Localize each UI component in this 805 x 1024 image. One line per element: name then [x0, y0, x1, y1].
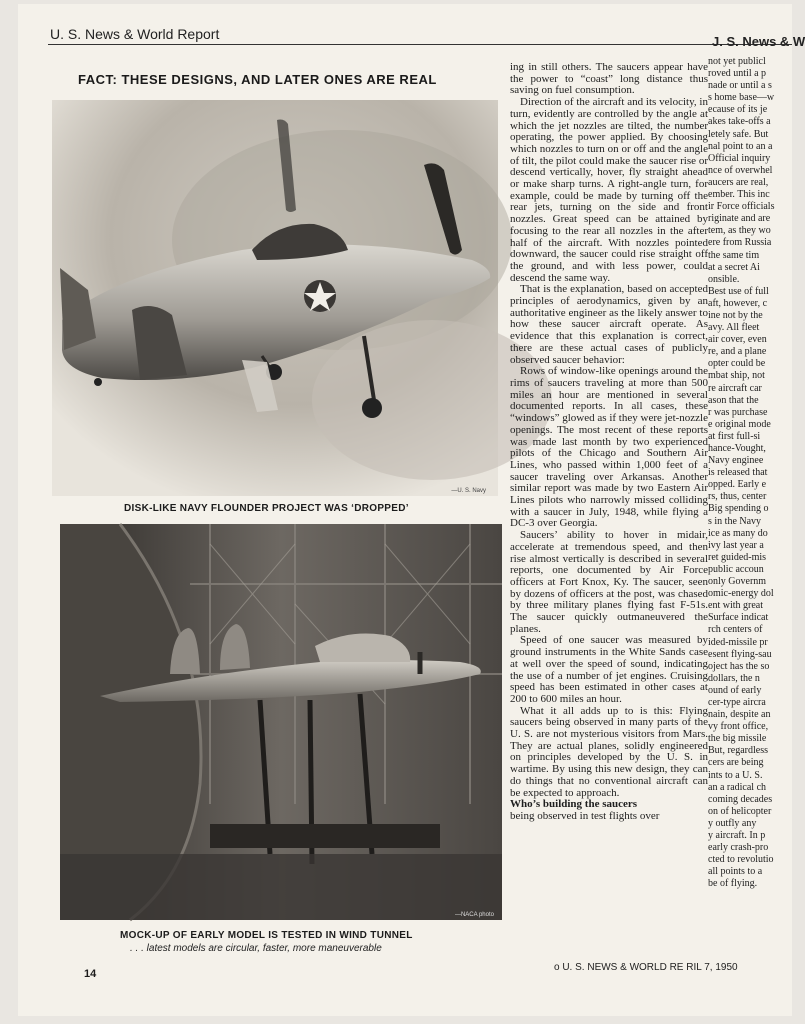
adjacent-column-line: nain, despite an [708, 709, 771, 721]
article-paragraph: Direction of the aircraft and its velocity, in turn, evidently are controlled by the angle at which the jet nozzles are tilted, the number operating, the power applied. By choosing which nozzles to turn on or off and the angle of tilt, the pilot could make the saucer rise or descend vertically, hover, fly straight ahead or make sharp turns. A right-angle turn, for example, could be made by turning off the rear jets, turning on the side and front nozzles. Great speed can be attained by focusing to the rear all nozzles in the after half of the aircraft. With nozzles pointed downward, the saucer could rise straight off the ground, and with less power, could descend the same way. [510, 96, 708, 284]
adjacent-column-line: avy. All fleet [708, 322, 760, 334]
adjacent-column-line: hance-Vought, [708, 443, 766, 454]
page-footer: o U. S. NEWS & WORLD RE RIL 7, 1950 [554, 962, 738, 973]
adjacent-column-line: Navy enginee [708, 455, 764, 467]
article-paragraph: What it all adds up to is this: Flying saucers being observed in many parts of the U. S. are not mysterious visitors from Mars. They are actual planes, solidly engineered on principles developed by the U. S. in wartime. By using this new design, they can do things that no conventional aircraft can be expected to approach. [510, 704, 708, 799]
adjacent-column-line: vy front office, [708, 721, 769, 733]
adjacent-column-line: aft, however, c [708, 297, 768, 309]
adjacent-column-line: But, regardless [708, 745, 768, 757]
publication-header: U. S. News & World Report [50, 26, 220, 42]
adjacent-column-line: only Governm [708, 576, 767, 588]
adjacent-column-line: public accoun [708, 563, 764, 575]
adjacent-column-line: at a secret Ai [708, 261, 760, 273]
article-paragraph: That is the explanation, based on accepted principles of aerodynamics, given by an authoritative engineer as the likely answer to how these saucer aircraft operate. As evidence that this explanation is correct, there are these actual cases of publicly observed saucer behavior: [510, 283, 708, 366]
adjacent-column-line: opter could be [708, 358, 766, 370]
adjacent-column-line: tem, as they wo [708, 225, 771, 237]
photo-caption: MOCK-UP OF EARLY MODEL IS TESTED IN WIND TUNNEL [120, 930, 413, 941]
adjacent-column-line: roved until a p [708, 68, 767, 80]
adjacent-column-line: letely safe. But [708, 128, 769, 140]
adjacent-column-line: ound of early [708, 684, 762, 696]
adjacent-column-line: Surface indicat [708, 612, 769, 624]
adjacent-column-line: aucers are real, [708, 176, 769, 188]
adjacent-column-line: omic-energy dol [708, 588, 774, 600]
adjacent-column-line: Official inquiry [708, 152, 771, 164]
adjacent-column-line: ent with great [708, 600, 763, 612]
article-paragraph: Rows of window-like openings around the rims of saucers traveling at more than 500 miles an hour are mentioned in several documented reports. In all cases, these “windows” glowed as if they were jet-nozzle openings. The most recent of these reports was made last month by two experienced pilots of the Chicago and Southern Air Lines, who passed within 1,000 feet of a saucer traveling over Arkansas. Another similar report was made by two Eastern Air Lines pilots who narrowly missed colliding with a saucer in July, 1948, while flying a DC-3 over Georgia. [510, 365, 708, 530]
adjacent-column-line: oject has the so [708, 660, 770, 672]
page-headline: FACT: THESE DESIGNS, AND LATER ONES ARE REAL [78, 72, 437, 87]
adjacent-column-line: ecause of its je [708, 104, 768, 116]
adjacent-column-line: r was purchase [708, 406, 768, 418]
adjacent-column-line: ere from Russia [708, 237, 772, 249]
adjacent-column-line: cer-type aircra [708, 696, 766, 708]
adjacent-column-line: an a radical ch [708, 781, 767, 793]
adjacent-column-line: ivy last year a [708, 539, 764, 551]
photo-caption: DISK-LIKE NAVY FLOUNDER PROJECT WAS ‘DROPPED’ [124, 503, 409, 514]
adjacent-column-line: y aircraft. In p [708, 830, 766, 841]
article-subhead-continuation: being observed in test flights over [510, 810, 660, 822]
adjacent-column-line: re, and a plane [708, 346, 767, 358]
article-column [510, 62, 708, 960]
adjacent-column-line: rs, thus, center [708, 491, 767, 503]
adjacent-column-line: s in the Navy [708, 515, 762, 527]
adjacent-column-line: y outfly any [708, 817, 757, 829]
adjacent-column-line: on of helicopter [708, 805, 772, 817]
adjacent-column-line: ason that the [708, 394, 759, 406]
adjacent-column-line: all points to a [708, 866, 763, 878]
photo-credit: —U. S. Navy [451, 488, 486, 494]
adjacent-column-line: esent flying-sau [708, 648, 772, 660]
adjacent-column-line: Best use of full [708, 285, 769, 297]
article-subhead-paragraph [510, 799, 708, 822]
adjacent-column-line: air cover, even [708, 334, 767, 346]
page-number: 14 [84, 968, 97, 980]
flounder-aircraft-image [52, 100, 498, 496]
photo-credit: —NACA photo [454, 912, 494, 918]
adjacent-column-line: the big missile [708, 733, 767, 745]
flounder-aircraft-photo [52, 100, 498, 496]
adjacent-column-line: onsible. [708, 273, 740, 285]
adjacent-column-line: riginate and are [708, 213, 771, 225]
adjacent-column-line: re aircraft car [708, 382, 762, 394]
adjacent-column-line: rch centers of [708, 624, 763, 636]
adjacent-column-line: mbat ship, not [708, 370, 765, 382]
adjacent-column-line: akes take-offs a [708, 116, 771, 128]
adjacent-column-line: ided-missile pr [708, 636, 768, 648]
adjacent-column-line: s home base—w [708, 92, 775, 104]
adjacent-column-line: e original mode [708, 418, 771, 430]
adjacent-column-line: ret guided-mis [708, 551, 767, 563]
adjacent-column-line: not yet publicl [708, 56, 766, 67]
article-paragraph: Saucers’ ability to hover in midair, accelerate at tremendous speed, and then rise almost vertically is described in several reports, one documented by Air Force officers at Fort Knox, Ky. The saucer, seen by dozens of officers at the post, was chased by three military planes flying fast F-51s. The saucer quickly outmaneuvered the planes. [510, 529, 708, 635]
adjacent-column-line: coming decades [708, 793, 773, 805]
wind-tunnel-image [60, 524, 502, 920]
article-paragraph: Speed of one saucer was measured by ground instruments in the White Sands case at well over the speed of sound, indicating the use of a number of jet engines. Cruising speed has been estimated in other cases at 200 to 600 miles an hour. [510, 634, 708, 705]
adjacent-column-line: ice as many do [708, 527, 768, 539]
adjacent-column-line: ine not by the [708, 309, 763, 321]
adjacent-column-line: ir Force officials [708, 201, 775, 213]
article-paragraph: ing in still others. The saucers appear have the power to “coast” long distance thus saving on fuel consumption. [510, 61, 708, 97]
adjacent-column-line: cted to revolutio [708, 854, 774, 866]
header-rule [48, 44, 792, 45]
adjacent-page-header: J. S. News & W [712, 34, 805, 49]
article-subhead: Who’s building the saucers [510, 798, 638, 811]
adjacent-column-line: is released that [708, 467, 768, 479]
adjacent-column-line: opped. Early e [708, 479, 767, 491]
photo-subcaption: . . . latest models are circular, faster, more maneuverable [130, 943, 382, 954]
adjacent-column-line: cers are being [708, 757, 764, 769]
adjacent-page-column [708, 56, 792, 956]
adjacent-column-line: the same tim [708, 249, 760, 261]
adjacent-column-line: be of flying. [708, 878, 758, 890]
adjacent-column-line: ember. This inc [708, 189, 770, 201]
adjacent-column-line: at first full-si [708, 430, 761, 442]
adjacent-column-line: Big spending o [708, 503, 769, 515]
adjacent-column-line: nade or until a s [708, 80, 772, 92]
adjacent-column-line: nal point to an a [708, 140, 773, 152]
adjacent-column-line: early crash-pro [708, 842, 769, 854]
adjacent-column-line: nce of overwhel [708, 164, 773, 176]
adjacent-column-line: ints to a U. S. [708, 769, 763, 781]
adjacent-column-line: dollars, the n [708, 672, 760, 684]
wind-tunnel-photo [60, 524, 502, 920]
